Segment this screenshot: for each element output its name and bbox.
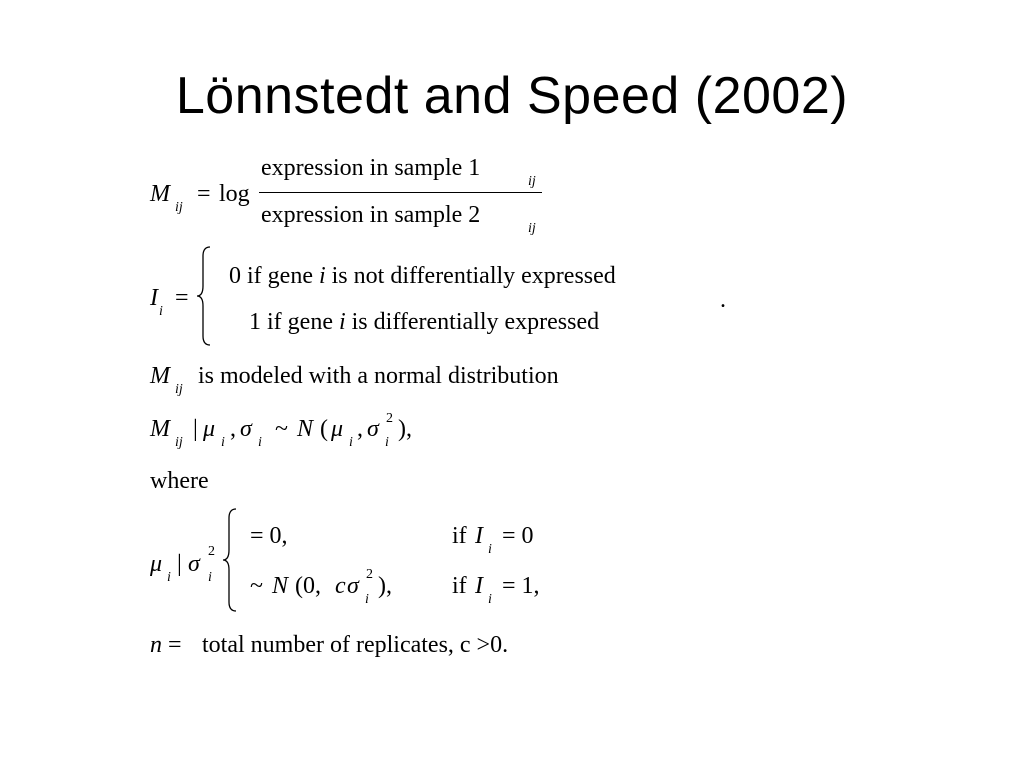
conditional-bar: | [193, 416, 198, 442]
sigma-symbol: σ [347, 573, 359, 599]
var-i: i [338, 309, 346, 335]
if-keyword: if [452, 523, 467, 549]
sigma-symbol: σ [188, 551, 200, 577]
var-m: M [150, 363, 170, 389]
sub-i: i [488, 542, 492, 557]
condition-rest: = 1, [502, 573, 540, 599]
case-text-pre: 1 if gene [249, 309, 333, 335]
denominator-sub: ij [528, 221, 536, 236]
mu-symbol: μ [331, 416, 344, 442]
sigma-symbol: σ [240, 416, 252, 442]
sub-i: i [365, 592, 369, 607]
numerator-sub: ij [528, 174, 536, 189]
sup-2: 2 [366, 567, 373, 582]
case-text-pre: 0 if gene [229, 263, 313, 289]
modeled-text: is modeled with a normal distribution [198, 363, 559, 389]
sup-2: 2 [208, 544, 215, 559]
case-expressed [249, 308, 599, 336]
numerator: expression in sample 1 [261, 155, 481, 181]
log-operator: log [219, 181, 250, 207]
comma: , [230, 416, 236, 442]
period: . [720, 287, 726, 313]
paren-open-zero: (0, [295, 573, 321, 599]
fraction-bar [259, 192, 542, 193]
if-keyword: if [452, 573, 467, 599]
sub-i: i [349, 435, 353, 450]
left-brace-icon [196, 246, 212, 346]
sub-i: i [258, 435, 262, 450]
comma: , [357, 416, 363, 442]
where-label: where [150, 468, 209, 494]
var-c: c [335, 573, 346, 599]
case-not-expressed [229, 262, 616, 290]
equals-sign: = [168, 632, 182, 658]
equals-sign: = [197, 181, 211, 207]
var-m: M [150, 181, 170, 207]
sub-ij: ij [175, 382, 183, 397]
sub-i: i [488, 592, 492, 607]
sub-i: i [221, 435, 225, 450]
mu-symbol: μ [203, 416, 216, 442]
sub-i: i [159, 304, 163, 319]
sub-i: i [208, 570, 212, 585]
sub-ij: ij [175, 200, 183, 215]
tilde: ~ [250, 573, 263, 599]
paren-close: ), [378, 573, 392, 599]
var-i: I [475, 523, 483, 549]
tilde: ~ [275, 416, 288, 442]
mu-symbol: μ [150, 551, 163, 577]
normal-n: N [297, 416, 314, 442]
sub-ij: ij [175, 435, 183, 450]
equals-sign: = [175, 285, 189, 311]
case-text-post: is not differentially expressed [331, 263, 616, 289]
normal-n: N [272, 573, 289, 599]
var-i: i [318, 263, 326, 289]
case-text-post: is differentially expressed [351, 309, 600, 335]
case-zero-value: = 0, [250, 523, 288, 549]
left-brace-icon [222, 508, 238, 612]
var-i: I [475, 573, 483, 599]
var-n: n [150, 632, 162, 658]
denominator: expression in sample 2 [261, 202, 481, 228]
sup-2: 2 [386, 411, 393, 426]
paren-close: ), [398, 416, 412, 442]
var-i: I [150, 285, 158, 311]
sub-i: i [385, 435, 389, 450]
sub-i: i [167, 570, 171, 585]
condition-rest: = 0 [502, 523, 534, 549]
definition-text: total number of replicates, c >0. [202, 632, 509, 658]
sigma-symbol: σ [367, 416, 379, 442]
paren-open: ( [320, 416, 328, 442]
slide-title: Lönnstedt and Speed (2002) [175, 67, 849, 125]
var-m: M [150, 416, 170, 442]
conditional-bar: | [177, 551, 182, 577]
